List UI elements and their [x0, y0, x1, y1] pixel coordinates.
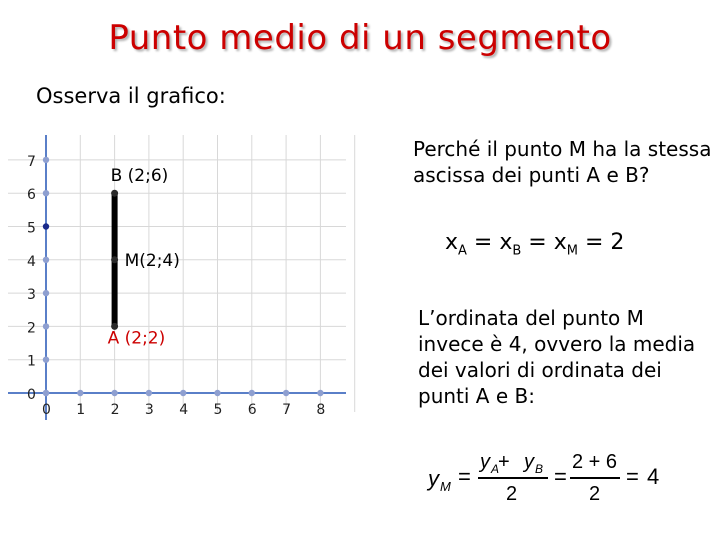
coordinate-graph	[0, 0, 400, 440]
eq-sub-m: M	[566, 243, 578, 259]
y-tick-dot	[43, 257, 49, 263]
point-b	[111, 190, 118, 197]
formula-result: 4	[647, 464, 660, 489]
y-tick-dot	[43, 157, 49, 163]
formula-eq-3: =	[626, 464, 639, 489]
y-tick-dot	[43, 223, 49, 229]
y-tick-label: 3	[27, 287, 36, 304]
x-tick-dot	[317, 390, 323, 396]
eq-sub-b: B	[512, 243, 522, 259]
x-tick-dot	[249, 390, 255, 396]
formula-num1-sub-b: B	[535, 462, 544, 476]
y-tick-label: 6	[27, 187, 36, 204]
y-tick-dot	[43, 323, 49, 329]
x-tick-label: 8	[316, 402, 326, 418]
midpoint-formula	[420, 440, 680, 510]
y-tick-dot	[43, 190, 49, 196]
y-tick-dot	[43, 290, 49, 296]
subtitle: Osserva il grafico:	[36, 84, 226, 108]
x-tick-label: 5	[213, 402, 223, 418]
formula-num1-plus: +	[498, 451, 510, 473]
point-m	[111, 256, 118, 263]
abscissa-equation	[445, 230, 624, 264]
x-tick-dot	[214, 390, 220, 396]
x-tick-label: 3	[144, 402, 154, 418]
y-tick-label: 4	[27, 253, 36, 270]
eq-x-a: x	[445, 230, 459, 255]
eq-x-m: x	[553, 230, 567, 255]
point-label-a: A (2;2)	[107, 328, 166, 349]
x-tick-dot	[146, 390, 152, 396]
formula-num2: 2 + 6	[572, 451, 618, 473]
formula-den2: 2	[589, 483, 601, 505]
y-tick-label: 2	[27, 320, 36, 337]
formula-lhs-sub: M	[440, 479, 451, 494]
eq-sub-a: A	[458, 243, 467, 259]
x-tick-label: 1	[76, 402, 86, 418]
formula-num1-sub-a: A	[491, 462, 500, 476]
formula-eq-2: =	[554, 464, 567, 489]
formula-den1: 2	[506, 483, 518, 505]
y-tick-dot	[43, 357, 49, 363]
x-tick-label: 0	[42, 402, 51, 418]
explanation-text: L’ordinata del punto M invece è 4, ovvero la media dei valori di ordinata dei punti A e B:	[418, 306, 696, 408]
x-tick-label: 4	[179, 402, 189, 418]
formula-eq-1: =	[458, 464, 471, 489]
question-text: Perché il punto M ha la stessa ascissa dei punti A e B?	[413, 137, 712, 187]
page-title: Punto medio di un segmento	[108, 18, 612, 58]
point-label-b: B (2;6)	[110, 166, 169, 187]
eq-result: = 2	[577, 230, 625, 255]
x-tick-dot	[43, 390, 49, 396]
y-tick-label: 5	[27, 220, 36, 237]
eq-equals-2: =	[521, 230, 554, 255]
formula-lhs-y: y	[428, 466, 439, 491]
formula-num1-ya: y	[480, 451, 490, 473]
x-tick-label: 7	[282, 402, 292, 418]
x-tick-dot	[283, 390, 289, 396]
x-tick-dot	[77, 390, 83, 396]
y-tick-label: 7	[27, 153, 36, 170]
y-tick-label: 1	[27, 353, 36, 370]
x-tick-label: 6	[247, 402, 257, 418]
x-tick-label: 2	[110, 402, 120, 418]
formula-num1-yb: y	[524, 451, 534, 473]
eq-equals-1: =	[466, 230, 500, 255]
y-tick-label: 0	[27, 387, 36, 403]
eq-x-b: x	[499, 230, 513, 255]
x-tick-dot	[111, 390, 117, 396]
point-label-m: M(2;4)	[124, 250, 180, 271]
x-tick-dot	[180, 390, 186, 396]
